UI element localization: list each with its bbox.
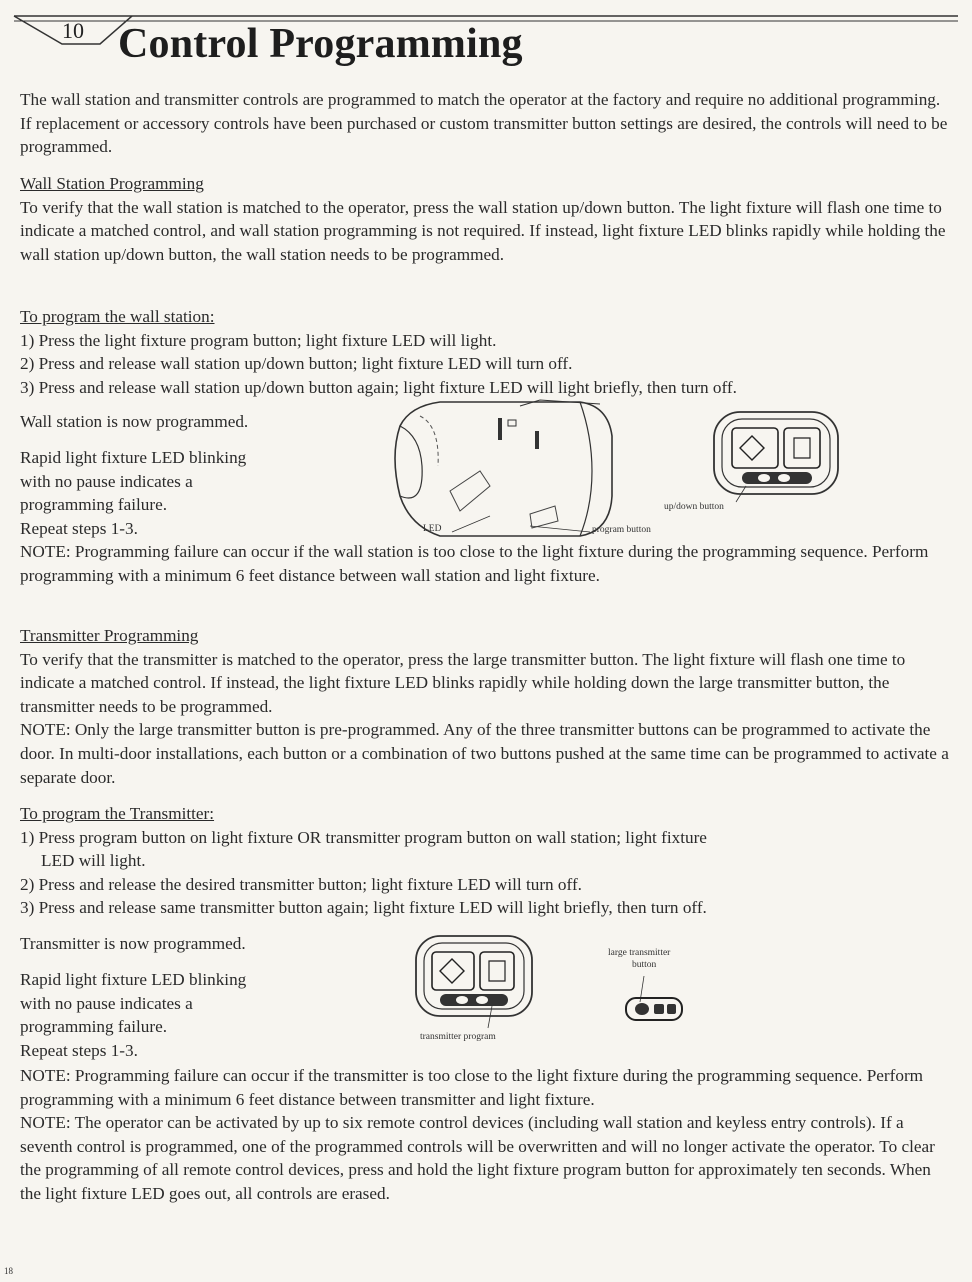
step-item: 3) Press and release same transmitter button again; light fixture LED will light briefly, then turn off. <box>20 898 707 918</box>
light-fixture-illustration <box>380 396 651 546</box>
program-button-label: program button <box>592 525 651 535</box>
step-item: 2) Press and release the desired transmitter button; light fixture LED will turn off. <box>20 874 582 894</box>
page-number: 18 <box>4 1266 13 1276</box>
step-item: 1) Press program button on light fixture OR transmitter program button on wall station; light fixture <box>20 827 707 847</box>
chapter-number: 10 <box>62 18 84 43</box>
remote-transmitter-drawing <box>600 948 710 1028</box>
transmitter-failure-note: Rapid light fixture LED blinking with no pause indicates a programming failure. Repeat steps 1-3. <box>20 970 247 1060</box>
section-heading-wall-station: Wall Station Programming <box>20 174 204 193</box>
intro-paragraph: The wall station and transmitter controls are programmed to match the operator at the factory and require no additional programming. If replacement or accessory controls have been purchased or custom transmitter button settings are desired, the controls will need to be programmed. <box>20 90 948 157</box>
page-header <box>0 0 972 80</box>
transmitter-limit-note: NOTE: The operator can be activated by up to six remote control devices (including wall station and keyless entry controls). If a seventh control is programmed, one of the programmed controls will be overwritten and will no longer activate the operator. To clear the programming of all remote control devices, press and hold the light fixture program button for approximately ten seconds. When the light fixture LED goes out, all controls are erased. <box>20 1113 935 1203</box>
wall-station-section <box>20 172 950 266</box>
transmitter-section <box>20 624 950 789</box>
transmitter-program-label: transmitter program <box>420 1032 496 1042</box>
wall-station-distance-note: NOTE: Programming failure can occur if the wall station is too close to the light fixture during the programming sequence. Perform programming with a minimum 6 feet distance between wall station and light fixture. <box>20 542 929 585</box>
wall-station-drawing-small <box>410 930 550 1046</box>
wall-station-steps <box>20 305 950 399</box>
updown-button-label: up/down button <box>664 502 724 512</box>
step-item: 2) Press and release wall station up/down button; light fixture LED will turn off. <box>20 354 573 374</box>
wall-station-done: Wall station is now programmed. <box>20 412 249 431</box>
section-heading-transmitter: Transmitter Programming <box>20 626 199 645</box>
wall-station-drawing <box>706 406 846 518</box>
wall-station-transmitter-illustration <box>410 930 550 1046</box>
step-item-continued: LED will light. <box>41 851 146 871</box>
transmitter-distance-note: NOTE: Programming failure can occur if the transmitter is too close to the light fixture during the programming sequence. Perform programming with a minimum 6 feet distance between transmitter and light fixture. <box>20 1066 924 1109</box>
page-title: Control Programming <box>118 21 523 67</box>
large-button-label: large transmitter <box>608 948 671 958</box>
transmitter-notes <box>20 1064 950 1206</box>
transmitter-steps <box>20 802 950 920</box>
led-label: LED <box>423 524 442 534</box>
step-item: 3) Press and release wall station up/down button again; light fixture LED will light briefly, then turn off. <box>20 377 737 397</box>
remote-transmitter-illustration <box>600 948 710 1028</box>
step-item: 1) Press the light fixture program button; light fixture LED will light. <box>20 330 497 350</box>
light-fixture-drawing <box>380 396 620 546</box>
large-button-label-line2: button <box>632 960 657 970</box>
steps-heading-transmitter: To program the Transmitter: <box>20 804 215 823</box>
wall-station-illustration <box>664 406 846 518</box>
transmitter-note-preprogrammed: NOTE: Only the large transmitter button is pre-programmed. Any of the three transmitter buttons can be programmed to activate the door. In multi-door installations, each button or a combination of two buttons pushed at the same time can be programmed to activate a separate door. <box>20 720 949 787</box>
transmitter-body: To verify that the transmitter is matched to the operator, press the large transmitter button. The light fixture will flash one time to indicate a matched control. If instead, the light fixture LED blinks rapidly while holding down the large transmitter button, the transmitter needs to be programmed. <box>20 649 906 716</box>
transmitter-done: Transmitter is now programmed. <box>20 934 246 953</box>
steps-heading-wall-station: To program the wall station: <box>20 307 215 326</box>
wall-station-body: To verify that the wall station is matched to the operator, press the wall station up/down button. The light fixture will flash one time to indicate a matched control, and wall station programming is not required. If instead, light fixture LED blinks rapidly while holding the wall station up/down button, the wall station needs to be programmed. <box>20 197 946 264</box>
wall-station-failure-note: Rapid light fixture LED blinking with no pause indicates a programming failure. Repeat steps 1-3. <box>20 448 247 538</box>
